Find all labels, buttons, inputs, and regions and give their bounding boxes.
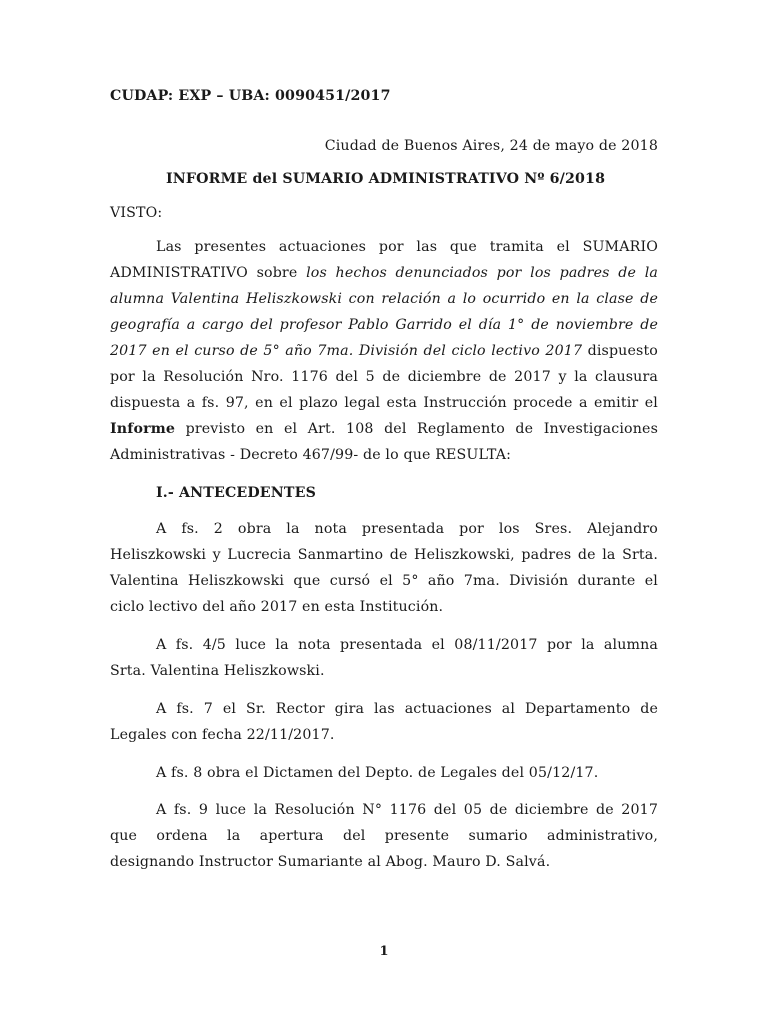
visto-line-1: Las presentes actuaciones por las que tramita el SUMARIO bbox=[156, 239, 658, 255]
antecedentes-p3-line-1: A fs. 7 el Sr. Rector gira las actuaciones al Departamento de bbox=[156, 701, 658, 717]
visto-line-6: por la Resolución Nro. 1176 del 5 de diciembre de 2017 y la clausura bbox=[110, 369, 658, 385]
visto-line-7: dispuesta a fs. 97, en el plazo legal esta Instrucción procede a emitir el bbox=[110, 395, 658, 411]
report-title: INFORME del SUMARIO ADMINISTRATIVO Nº 6/2018 bbox=[166, 171, 606, 187]
antecedentes-p5-line-2: que ordena la apertura del presente sumario administrativo, bbox=[110, 828, 658, 844]
page-number: 1 bbox=[379, 944, 389, 959]
visto-line-5: 2017 en el curso de 5° año 7ma. División del ciclo lectivo 2017 dispuesto bbox=[110, 343, 658, 359]
antecedentes-p2-line-2: Srta. Valentina Heliszkowski. bbox=[110, 663, 325, 679]
document-page bbox=[110, 0, 658, 1024]
antecedentes-p4-line-1: A fs. 8 obra el Dictamen del Depto. de Legales del 05/12/17. bbox=[156, 765, 599, 781]
antecedentes-p1-line-2: Heliszkowski y Lucrecia Sanmartino de Heliszkowski, padres de la Srta. bbox=[110, 547, 658, 563]
visto-line-4: geografía a cargo del profesor Pablo Garrido el día 1° de noviembre de bbox=[110, 317, 658, 333]
antecedentes-p1-line-4: ciclo lectivo del año 2017 en esta Institución. bbox=[110, 599, 444, 615]
visto-line-8: Informe previsto en el Art. 108 del Reglamento de Investigaciones bbox=[110, 421, 658, 437]
visto-line-3: alumna Valentina Heliszkowski con relación a lo ocurrido en la clase de bbox=[110, 291, 658, 307]
antecedentes-p3-line-2: Legales con fecha 22/11/2017. bbox=[110, 727, 335, 743]
antecedentes-p5-line-1: A fs. 9 luce la Resolución N° 1176 del 05 de diciembre de 2017 bbox=[156, 802, 658, 818]
visto-line-2: ADMINISTRATIVO sobre los hechos denunciados por los padres de la bbox=[110, 265, 659, 281]
visto-line-9: Administrativas - Decreto 467/99- de lo que RESULTA: bbox=[110, 447, 512, 463]
antecedentes-p2-line-1: A fs. 4/5 luce la nota presentada el 08/11/2017 por la alumna bbox=[156, 637, 658, 653]
visto-heading: VISTO: bbox=[110, 205, 163, 221]
antecedentes-p5-line-3: designando Instructor Sumariante al Abog. Mauro D. Salvá. bbox=[110, 854, 551, 870]
antecedentes-heading: I.- ANTECEDENTES bbox=[156, 485, 316, 501]
file-reference: CUDAP: EXP – UBA: 0090451/2017 bbox=[110, 88, 391, 104]
place-date: Ciudad de Buenos Aires, 24 de mayo de 2018 bbox=[324, 138, 658, 154]
antecedentes-p1-line-3: Valentina Heliszkowski que cursó el 5° año 7ma. División durante el bbox=[110, 573, 658, 589]
antecedentes-p1-line-1: A fs. 2 obra la nota presentada por los Sres. Alejandro bbox=[156, 521, 658, 537]
